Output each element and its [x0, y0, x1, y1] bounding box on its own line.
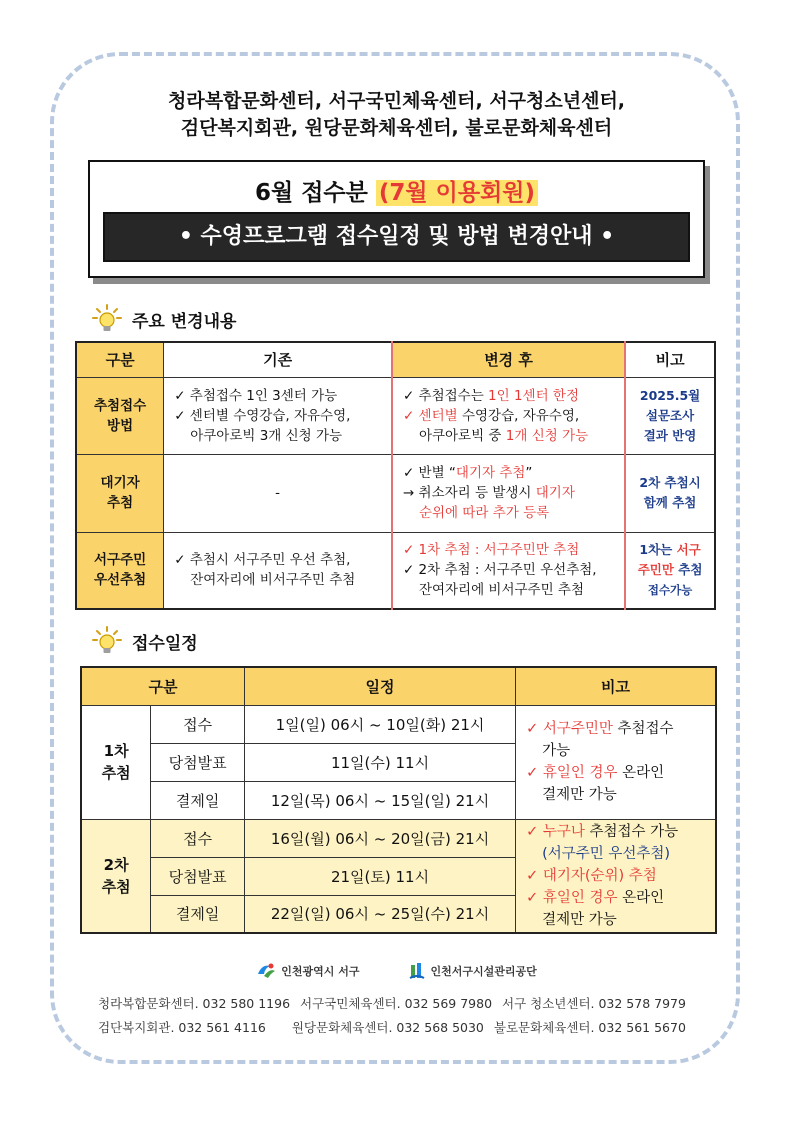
- centers-heading: 청라복합문화센터, 서구국민체육센터, 서구청소년센터, 검단복지회관, 원당문화체육센터, 불로문화체육센터: [167, 90, 626, 139]
- logo-seogu: 인천광역시 서구: [256, 962, 359, 980]
- header-after: 변경 후: [392, 342, 625, 377]
- note-cell: 2025.5월 설문조사 결과 반영: [625, 377, 715, 454]
- footer-logos: [0, 962, 793, 980]
- header-note: 비고: [516, 667, 716, 705]
- note-cell: 2차 추첨시 함께 추첨: [625, 454, 715, 532]
- row-label: 서구주민 우선추첨: [76, 532, 164, 609]
- facility-logo-icon: [409, 962, 425, 980]
- after-cell: ✓ 반별 “대기자 추첨” → 취소자리 등 발생시 대기자 순위에 따라 추가 등록: [392, 454, 625, 532]
- schedule-type: 당첨발표: [151, 743, 245, 781]
- schedule-date: 22일(일) 06시 ~ 25일(수) 21시: [244, 895, 515, 933]
- schedule-date: 16일(월) 06시 ~ 20일(금) 21시: [244, 819, 515, 857]
- schedule-date: 11일(수) 11시: [244, 743, 515, 781]
- logo-facility: 인천서구시설관리공단: [409, 962, 536, 980]
- schedule-type: 결제일: [151, 895, 245, 933]
- table-row: [76, 532, 715, 609]
- schedule-date: 21일(토) 11시: [244, 857, 515, 895]
- section-title-schedule: 접수일정: [92, 626, 198, 656]
- round2-note: ✓ 누구나 추첨접수 가능 (서구주민 우선추첨) ✓ 대기자(순위) 추첨 ✓ 휴일인 경우 온라인 결제만 가능: [516, 819, 716, 933]
- before-cell: ✓ 추첨시 서구주민 우선 추첨, 잔여자리에 비서구주민 추첨: [164, 532, 392, 609]
- section-title-changes: 주요 변경내용: [92, 304, 236, 334]
- title-line: 6월 접수분 (7월 이용회원): [90, 174, 703, 207]
- table-row: [76, 454, 715, 532]
- schedule-table: [80, 666, 717, 934]
- header-category: 구분: [76, 342, 164, 377]
- schedule-date: 1일(일) 06시 ~ 10일(화) 21시: [244, 705, 515, 743]
- header-category: 구분: [81, 667, 244, 705]
- before-cell: -: [164, 454, 392, 532]
- title-banner: • 수영프로그램 접수일정 및 방법 변경안내 •: [103, 212, 690, 262]
- schedule-type: 당첨발표: [151, 857, 245, 895]
- row-label: 추첨접수 방법: [76, 377, 164, 454]
- schedule-type: 접수: [151, 819, 245, 857]
- header-note: 비고: [625, 342, 715, 377]
- title-box: [88, 160, 705, 278]
- lightbulb-icon: [92, 304, 122, 334]
- row-label: 대기자 추첨: [76, 454, 164, 532]
- table-row: [81, 819, 716, 857]
- changes-table: [75, 341, 716, 610]
- after-cell: ✓ 추첨접수는 1인 1센터 한정 ✓ 센터별 수영강습, 자유수영, 아쿠아로빅 중 1개 신청 가능: [392, 377, 625, 454]
- table-row: [76, 377, 715, 454]
- table-row: [81, 705, 716, 743]
- schedule-date: 12일(목) 06시 ~ 15일(일) 21시: [244, 781, 515, 819]
- lightbulb-icon: [92, 626, 122, 656]
- schedule-type: 결제일: [151, 781, 245, 819]
- round1-label: 1차 추첨: [81, 705, 151, 819]
- note-cell: 1차는 서구 주민만 추첨 접수가능: [625, 532, 715, 609]
- header-before: 기존: [164, 342, 392, 377]
- footer-contacts: 청라복합문화센터. 032 580 1196 서구국민체육센터. 032 569 7980 서구 청소년센터. 032 578 7979 검단복지회관. 032 561 4116 원당문화체육센터. 032 568 5030 불로문화체육센터. 032 561 5670: [98, 996, 686, 1035]
- seogu-logo-icon: [256, 962, 276, 980]
- schedule-type: 접수: [151, 705, 245, 743]
- round2-label: 2차 추첨: [81, 819, 151, 933]
- after-cell: ✓ 1차 추첨 : 서구주민만 추첨 ✓ 2차 추첨 : 서구주민 우선추첨, 잔여자리에 비서구주민 추첨: [392, 532, 625, 609]
- header-schedule: 일정: [244, 667, 515, 705]
- round1-note: ✓ 서구주민만 추첨접수 가능 ✓ 휴일인 경우 온라인 결제만 가능: [516, 705, 716, 819]
- before-cell: ✓ 추첨접수 1인 3센터 가능 ✓ 센터별 수영강습, 자유수영, 아쿠아로빅 3개 신청 가능: [164, 377, 392, 454]
